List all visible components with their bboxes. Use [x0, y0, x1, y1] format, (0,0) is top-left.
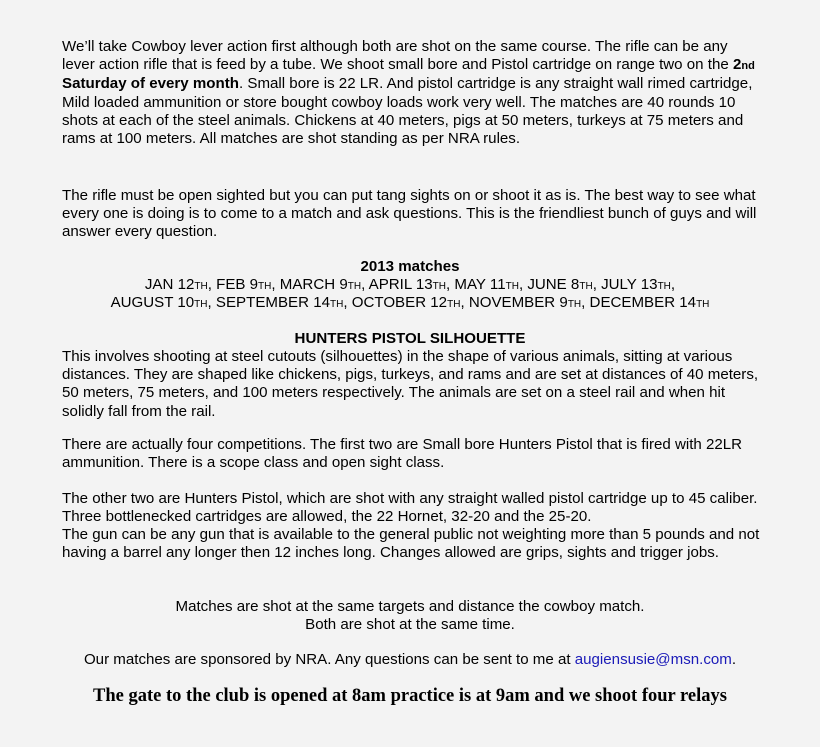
- match-date-suffix: TH: [258, 281, 272, 292]
- match-date-suffix: TH: [567, 299, 582, 310]
- intro-bold: 2nd Saturday of every month: [62, 56, 755, 93]
- matches-heading: 2013 matches: [360, 258, 460, 275]
- silhouette-heading: HUNTERS PISTOL SILHOUETTE: [294, 330, 526, 347]
- match-date-suffix: TH: [194, 281, 208, 292]
- intro-paragraph: [62, 38, 762, 148]
- match-date: SEPTEMBER 14: [215, 294, 330, 311]
- same-targets-line-2: Both are shot at the same time.: [305, 616, 515, 633]
- silhouette-paragraph-3b: The gun can be any gun that is available to the general public not weighting more than 5 pounds and not having a barrel any longer then 12 inches long. Changes allowed are grips, sights and trigger jobs.: [62, 526, 760, 562]
- match-date-suffix: TH: [447, 299, 461, 310]
- match-date-suffix: TH: [657, 281, 671, 292]
- match-date: AUGUST 10: [110, 294, 195, 311]
- match-date-suffix: TH: [432, 281, 447, 292]
- gate-notice: The gate to the club is opened at 8am practice is at 9am and we shoot four relays: [93, 686, 727, 706]
- match-date: DECEMBER 14: [589, 294, 697, 311]
- match-date-suffix: TH: [194, 299, 208, 310]
- match-date: JUNE 8: [527, 276, 580, 293]
- match-date: FEB 9: [216, 276, 259, 293]
- match-date-suffix: TH: [505, 281, 519, 292]
- silhouette-paragraph-1: This involves shooting at steel cutouts (silhouettes) in the shape of various animals, sitting at various distances. They are shaped like chickens, pigs, turkeys, and rams and are set at distances of 40 meters, 50 meters, 75 meters, and 100 meters respectively. The animals are set on a steel rail and when hit solidly fall from the rail.: [62, 348, 759, 420]
- match-date: MAY 11: [454, 276, 506, 293]
- matches-line-2: AUGUST 10TH, SEPTEMBER 14TH, OCTOBER 12TH, NOVEMBER 9TH, DECEMBER 14TH: [110, 294, 710, 311]
- match-date: NOVEMBER 9: [468, 294, 568, 311]
- match-date-suffix: TH: [696, 299, 710, 310]
- rifle-paragraph: The rifle must be open sighted but you can put tang sights on or shoot it as is. The best way to see what every one is doing is to come to a match and ask questions. This is the friendliest bunch of guys and will answer every question.: [62, 187, 757, 241]
- match-date: OCTOBER 12: [351, 294, 448, 311]
- match-date-suffix: TH: [579, 281, 593, 292]
- silhouette-paragraph-2: There are actually four competitions. The first two are Small bore Hunters Pistol that is fired with 22LR ammunition. There is a scope class and open sight class.: [62, 436, 743, 472]
- email-link[interactable]: augiensusie@msn.com: [574, 651, 732, 668]
- silhouette-paragraph-3a: The other two are Hunters Pistol, which are shot with any straight walled pistol cartridge up to 45 caliber. Three bottlenecked cartridges are allowed, the 22 Hornet, 32-20 and the 25-20.: [62, 490, 758, 526]
- match-date-suffix: TH: [330, 299, 344, 310]
- match-date: JAN 12: [144, 276, 195, 293]
- matches-line-1: JAN 12TH, FEB 9TH, MARCH 9TH, APRIL 13TH, MAY 11TH, JUNE 8TH, JULY 13TH,: [144, 276, 676, 293]
- sponsor-text: Our matches are sponsored by NRA. Any questions can be sent to me at: [83, 651, 575, 668]
- match-date: JULY 13: [601, 276, 658, 293]
- sponsor-line: Our matches are sponsored by NRA. Any questions can be sent to me at augiensusie@msn.com.: [83, 651, 737, 668]
- same-targets-line-1: Matches are shot at the same targets and distance the cowboy match.: [175, 598, 645, 615]
- intro-text-2: . Small bore is 22 LR. And pistol cartridge is any straight wall rimed cartridge, Mild loaded ammunition or store bought cowboy loads work very well. The matches are 40 rounds 10 shots at each of the steel animals. Chickens at 40 meters, pigs at 50 meters, turkeys at 75 meters and rams at 100 meters. All matches are shot standing as per NRA rules.: [62, 75, 753, 148]
- intro-text-1: We’ll take Cowboy lever action first although both are shot on the same course. The rifle can be any lever action rifle that is feed by a tube. We shoot small bore and Pistol cartridge on range two on the: [62, 38, 733, 74]
- match-date: APRIL 13: [368, 276, 433, 293]
- match-date-suffix: TH: [347, 281, 362, 292]
- match-date: MARCH 9: [279, 276, 348, 293]
